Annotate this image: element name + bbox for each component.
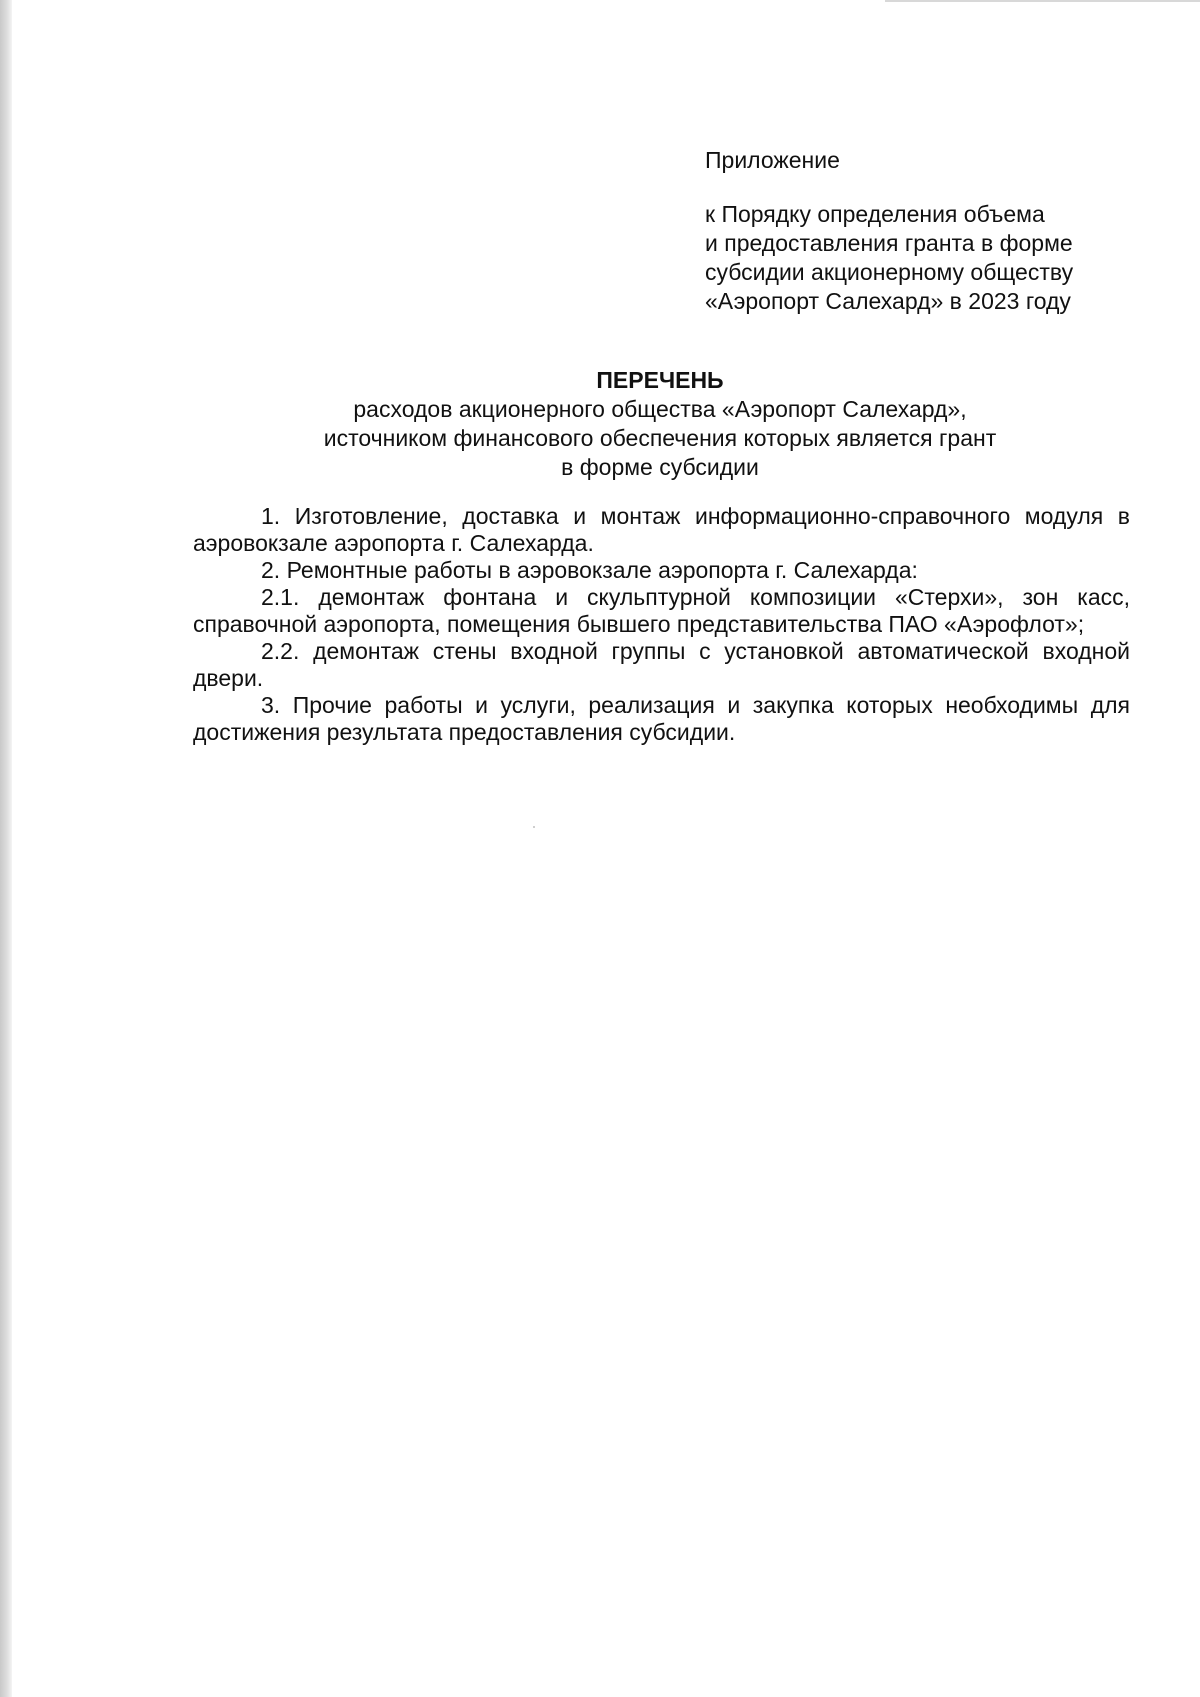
heading-title: ПЕРЕЧЕНЬ: [596, 367, 724, 393]
appendix-line: субсидии акционерному обществу: [705, 259, 1074, 285]
appendix-block: [705, 146, 1125, 316]
appendix-line: «Аэропорт Салехард» в 2023 году: [705, 288, 1071, 314]
expense-list: [193, 503, 1130, 746]
scan-top-edge-mark: [885, 0, 1200, 2]
list-item: 1. Изготовление, доставка и монтаж информационно-справочного модуля в аэровокзале аэропорта г. Салехарда.: [193, 503, 1130, 556]
heading-subtitle-line: расходов акционерного общества «Аэропорт Салехард»,: [353, 396, 967, 422]
document-heading: [190, 366, 1130, 482]
list-item: 2. Ремонтные работы в аэровокзале аэропорта г. Салехарда:: [261, 557, 918, 583]
scan-speck: [533, 826, 535, 828]
list-item: 3. Прочие работы и услуги, реализация и закупка которых необходимы для достижения результата предоставления субсидии.: [193, 692, 1130, 745]
scan-left-edge-shadow: [0, 0, 12, 1697]
heading-subtitle-line: источником финансового обеспечения которых является грант: [323, 425, 997, 451]
appendix-title: Приложение: [705, 147, 840, 173]
appendix-line: и предоставления гранта в форме: [705, 230, 1073, 256]
list-item: 2.2. демонтаж стены входной группы с установкой автоматической входной двери.: [193, 638, 1130, 691]
appendix-line: к Порядку определения объема: [705, 201, 1045, 227]
list-item: 2.1. демонтаж фонтана и скульптурной композиции «Стерхи», зон касс, справочной аэропорта, помещения бывшего представительства ПАО «Аэрофлот»;: [193, 584, 1130, 637]
heading-subtitle-line: в форме субсидии: [561, 454, 759, 480]
